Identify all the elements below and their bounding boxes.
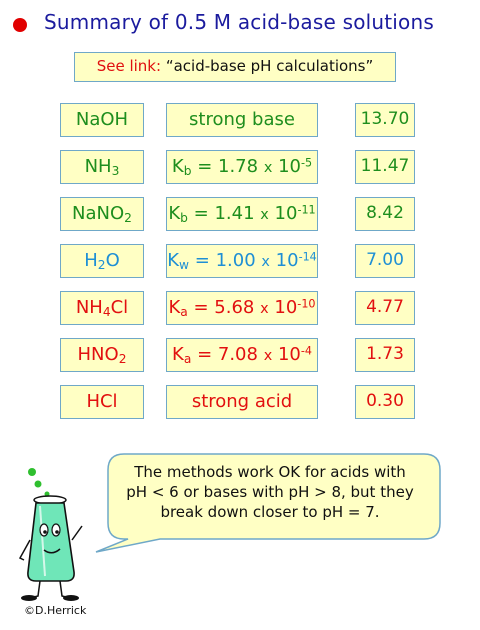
see-link-label: See link: [96, 57, 162, 75]
flask-mascot-icon [20, 468, 82, 601]
bubble-text [114, 462, 426, 522]
constant-value: $K_b = 1.41$ x $10^{-11}$ [166, 197, 318, 231]
compound-name: HCl [60, 385, 144, 419]
compound-name: $HNO_2$ [60, 338, 144, 372]
see-link-box[interactable] [74, 52, 396, 82]
compound-name: $NH_3$ [60, 150, 144, 184]
ph-value: 0.30 [355, 385, 415, 419]
credit: ©D.Herrick [24, 604, 87, 617]
constant-value: strong base [166, 103, 318, 137]
see-link-text[interactable]: “acid-base pH calculations” [165, 57, 374, 75]
ph-value: 11.47 [355, 150, 415, 184]
ph-value: 13.70 [355, 103, 415, 137]
ph-value: 7.00 [355, 244, 415, 278]
constant-value: $K_b = 1.78$ x $10^{-5}$ [166, 150, 318, 184]
bubble-line: break down closer to pH = 7. [160, 503, 380, 521]
bubble-line: pH < 6 or bases with pH > 8, but they [126, 483, 414, 501]
compound-name: $NH_4Cl$ [60, 291, 144, 325]
ph-value: 8.42 [355, 197, 415, 231]
bullet-icon [13, 18, 27, 32]
constant-value: $K_w = 1.00$ x $10^{-14}$ [166, 244, 318, 278]
constant-value: $K_a = 5.68$ x $10^{-10}$ [166, 291, 318, 325]
compound-name: NaOH [60, 103, 144, 137]
ph-value: 1.73 [355, 338, 415, 372]
constant-value: strong acid [166, 385, 318, 419]
page-title: Summary of 0.5 M acid-base solutions [44, 10, 434, 34]
compound-name: NaNO$_2$ [60, 197, 144, 231]
constant-value: $K_a = 7.08$ x $10^{-4}$ [166, 338, 318, 372]
compound-name: $H_2O$ [60, 244, 144, 278]
bubble-line: The methods work OK for acids with [134, 463, 406, 481]
ph-value: 4.77 [355, 291, 415, 325]
